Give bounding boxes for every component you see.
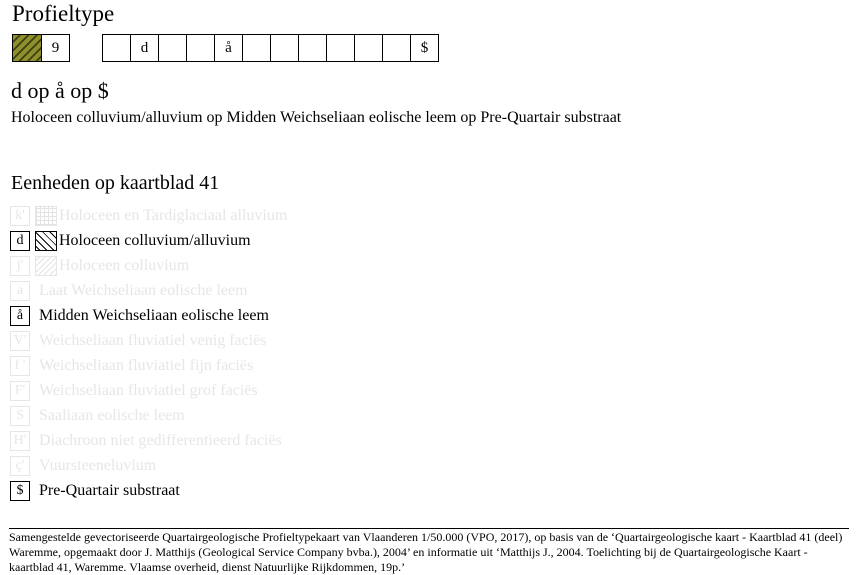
unit-row xyxy=(10,278,287,303)
unit-label: Midden Weichseliaan eolische leem xyxy=(39,306,269,324)
unit-code-box: f ' xyxy=(10,356,30,376)
profile-cell: å xyxy=(214,34,243,62)
unit-pattern-swatch xyxy=(35,231,57,251)
profile-cell: $ xyxy=(410,34,439,62)
unit-code-box: å xyxy=(10,306,30,326)
unit-row xyxy=(10,453,287,478)
unit-pattern-swatch xyxy=(35,256,57,276)
unit-row xyxy=(10,478,287,503)
profile-cell xyxy=(270,34,299,62)
profile-cell xyxy=(326,34,355,62)
unit-row xyxy=(10,428,287,453)
profile-description: Holoceen colluvium/alluvium op Midden Weichseliaan eolische leem op Pre-Quartair substraat xyxy=(11,109,622,126)
profile-cell xyxy=(186,34,215,62)
unit-code-box: F' xyxy=(10,381,30,401)
unit-row xyxy=(10,228,287,253)
profile-cell xyxy=(298,34,327,62)
unit-code-box: V' xyxy=(10,331,30,351)
profile-unit-box xyxy=(12,34,70,62)
unit-color-swatch xyxy=(12,34,42,62)
unit-code-box: H' xyxy=(10,431,30,451)
unit-label: Diachroon niet gedifferentieerd faciës xyxy=(39,431,282,449)
profile-cell xyxy=(354,34,383,62)
unit-label: Saaliaan eolische leem xyxy=(39,406,185,424)
unit-code-box: ç' xyxy=(10,456,30,476)
footer-divider xyxy=(9,528,849,529)
source-footnote: Samengestelde gevectoriseerde Quartairgeologische Profieltypekaart van Vlaanderen 1/50.000 (VPO, 2017), op basis van de ‘Quartairgeologische kaart - Kaartblad 41 (deel) Waremme, opgemaakt door J. Matthijs (Geological Service Company bvba.), 2004’ en informatie uit ‘Matthijs J., 2004. Toelichting bij de Quartairgeologische Kaart - kaartblad 41, Waremme. Vlaamse overheid, dienst Natuurlijke Rijkdommen, 19p.’ xyxy=(9,530,843,574)
profile-cell xyxy=(382,34,411,62)
unit-label: Weichseliaan fluviatiel fijn faciës xyxy=(39,356,254,374)
unit-row xyxy=(10,328,287,353)
units-section-title: Eenheden op kaartblad 41 xyxy=(11,172,220,194)
unit-label: Pre-Quartair substraat xyxy=(39,481,180,499)
unit-label: Laat Weichseliaan eolische leem xyxy=(39,281,248,299)
unit-row xyxy=(10,353,287,378)
profile-cell xyxy=(242,34,271,62)
profile-column-strip xyxy=(102,34,439,62)
units-legend xyxy=(10,203,287,503)
unit-number: 9 xyxy=(41,34,70,62)
page-title: Profieltype xyxy=(12,1,115,26)
unit-code-box: a xyxy=(10,281,30,301)
profile-cell: d xyxy=(130,34,159,62)
unit-code-box: d xyxy=(10,231,30,251)
unit-label: Vuursteeneluvium xyxy=(39,456,157,474)
profile-cell xyxy=(158,34,187,62)
profile-cell xyxy=(102,34,131,62)
unit-row xyxy=(10,203,287,228)
unit-label: Holoceen colluvium xyxy=(59,256,190,274)
profile-code: d op å op $ xyxy=(11,78,109,103)
unit-row xyxy=(10,253,287,278)
unit-label: Weichseliaan fluviatiel grof faciës xyxy=(39,381,258,399)
unit-label: Holoceen colluvium/alluvium xyxy=(59,231,251,249)
unit-pattern-swatch xyxy=(35,206,57,226)
unit-row xyxy=(10,403,287,428)
unit-label: Weichseliaan fluviatiel venig faciës xyxy=(39,331,267,349)
unit-row xyxy=(10,378,287,403)
unit-code-box: $ xyxy=(10,481,30,501)
unit-row xyxy=(10,303,287,328)
unit-code-box: j' xyxy=(10,256,30,276)
unit-label: Holoceen en Tardiglaciaal alluvium xyxy=(59,206,288,224)
unit-code-box: S xyxy=(10,406,30,426)
unit-code-box: k' xyxy=(10,206,30,226)
